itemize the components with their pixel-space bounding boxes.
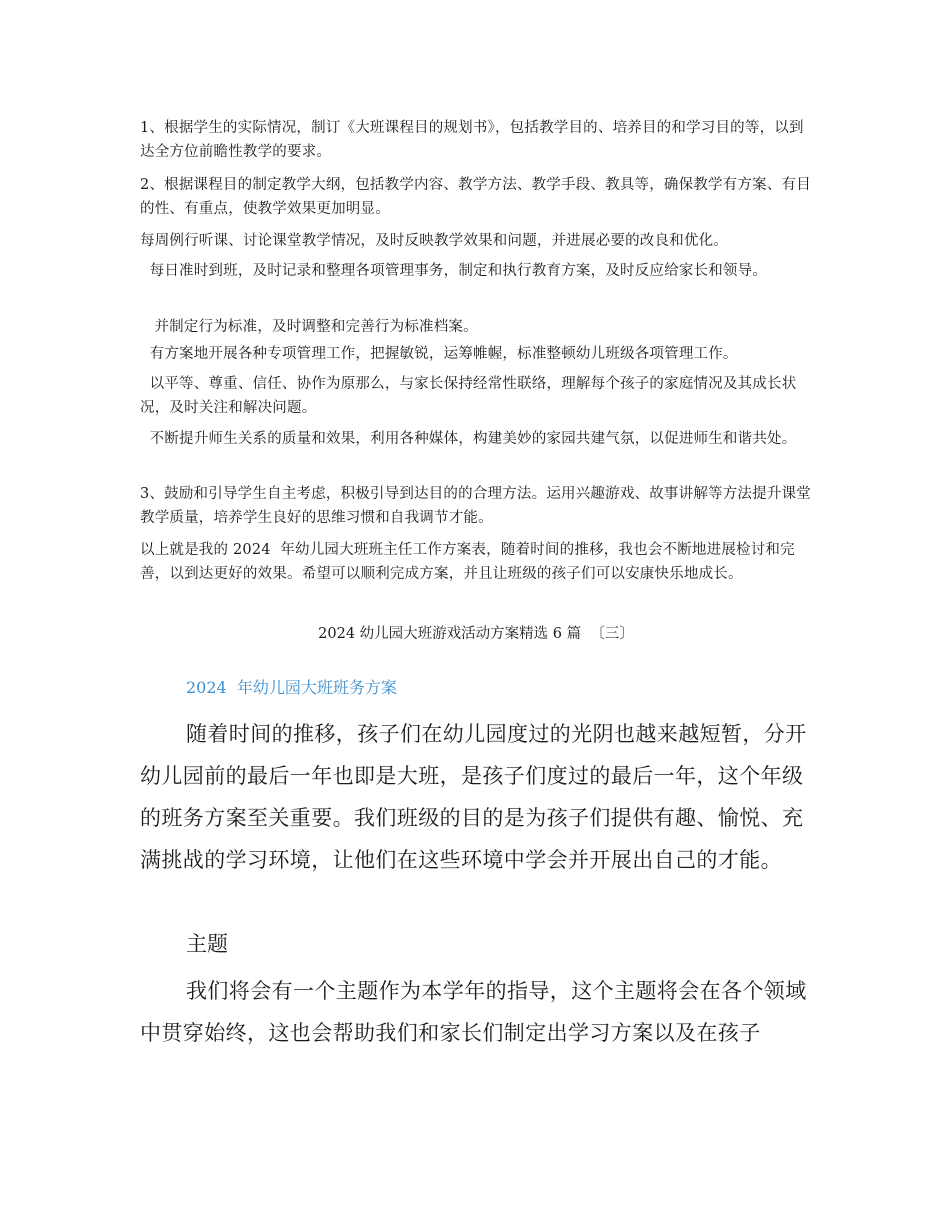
paragraph-8: 不断提升师生关系的质量和效果，利用各种媒体，构建美妙的家园共建气氛，以促进师生和谐共处。 <box>140 431 797 447</box>
theme-text: 我们将会有一个主题作为本学年的指导，这个主题将会在各个领域中贯穿始终，这也会帮助我们和家长们制定出学习方案以及在孩子 <box>140 979 807 1045</box>
article-heading: 2024 年幼儿园大班班务方案 <box>186 678 397 697</box>
paragraph-7: 以平等、尊重、信任、协作为原那么，与家长保持经常性联络，理解每个孩子的家庭情况及其成长状况，及时关注和解决问题。 <box>140 376 797 416</box>
paragraph-6: 有方案地开展各种专项管理工作，把握敏锐，运筹帷幄，标准整顿幼儿班级各项管理工作。 <box>140 346 738 362</box>
paragraph-5: 并制定行为标准，及时调整和完善行为标准档案。 <box>140 319 478 335</box>
paragraph-3: 每周例行听课、讨论课堂教学情况，及时反映教学效果和问题，并进展必要的改良和优化。 <box>140 233 728 249</box>
paragraph-4: 每日准时到班，及时记录和整理各项管理事务，制定和执行教育方案，及时反应给家长和领导。 <box>140 263 768 279</box>
section-title: 2024 幼儿园大班游戏活动方案精选 6 篇 〔三〕 <box>318 626 634 642</box>
paragraph-10: 以上就是我的 2024 年幼儿园大班班主任工作方案表，随着时间的推移，我也会不断地进展检讨和完善，以到达更好的效果。希望可以顺利完成方案，并且让班级的孩子们可以安康快乐地成长。 <box>140 542 795 582</box>
paragraph-2: 2、根据课程目的制定教学大纲，包括教学内容、教学方法、教学手段、教具等，确保教学有方案、有目的性、有重点，使教学效果更加明显。 <box>140 177 811 217</box>
paragraph-9: 3、鼓励和引导学生自主考虑，积极引导到达目的的合理方法。运用兴趣游戏、故事讲解等方法提升课堂教学质量，培养学生良好的思维习惯和自我调节才能。 <box>140 486 811 526</box>
article-intro: 随着时间的推移，孩子们在幼儿园度过的光阴也越来越短暂，分开幼儿园前的最后一年也即是大班，是孩子们度过的最后一年，这个年级的班务方案至关重要。我们班级的目的是为孩子们提供有趣、愉悦、充满挑战的学习环境，让他们在这些环境中学会并开展出自己的才能。 <box>140 722 807 872</box>
paragraph-1: 1、根据学生的实际情况，制订《大班课程目的规划书》，包括教学目的、培养目的和学习目的等，以到达全方位前瞻性教学的要求。 <box>140 120 804 160</box>
theme-heading: 主题 <box>186 932 228 956</box>
